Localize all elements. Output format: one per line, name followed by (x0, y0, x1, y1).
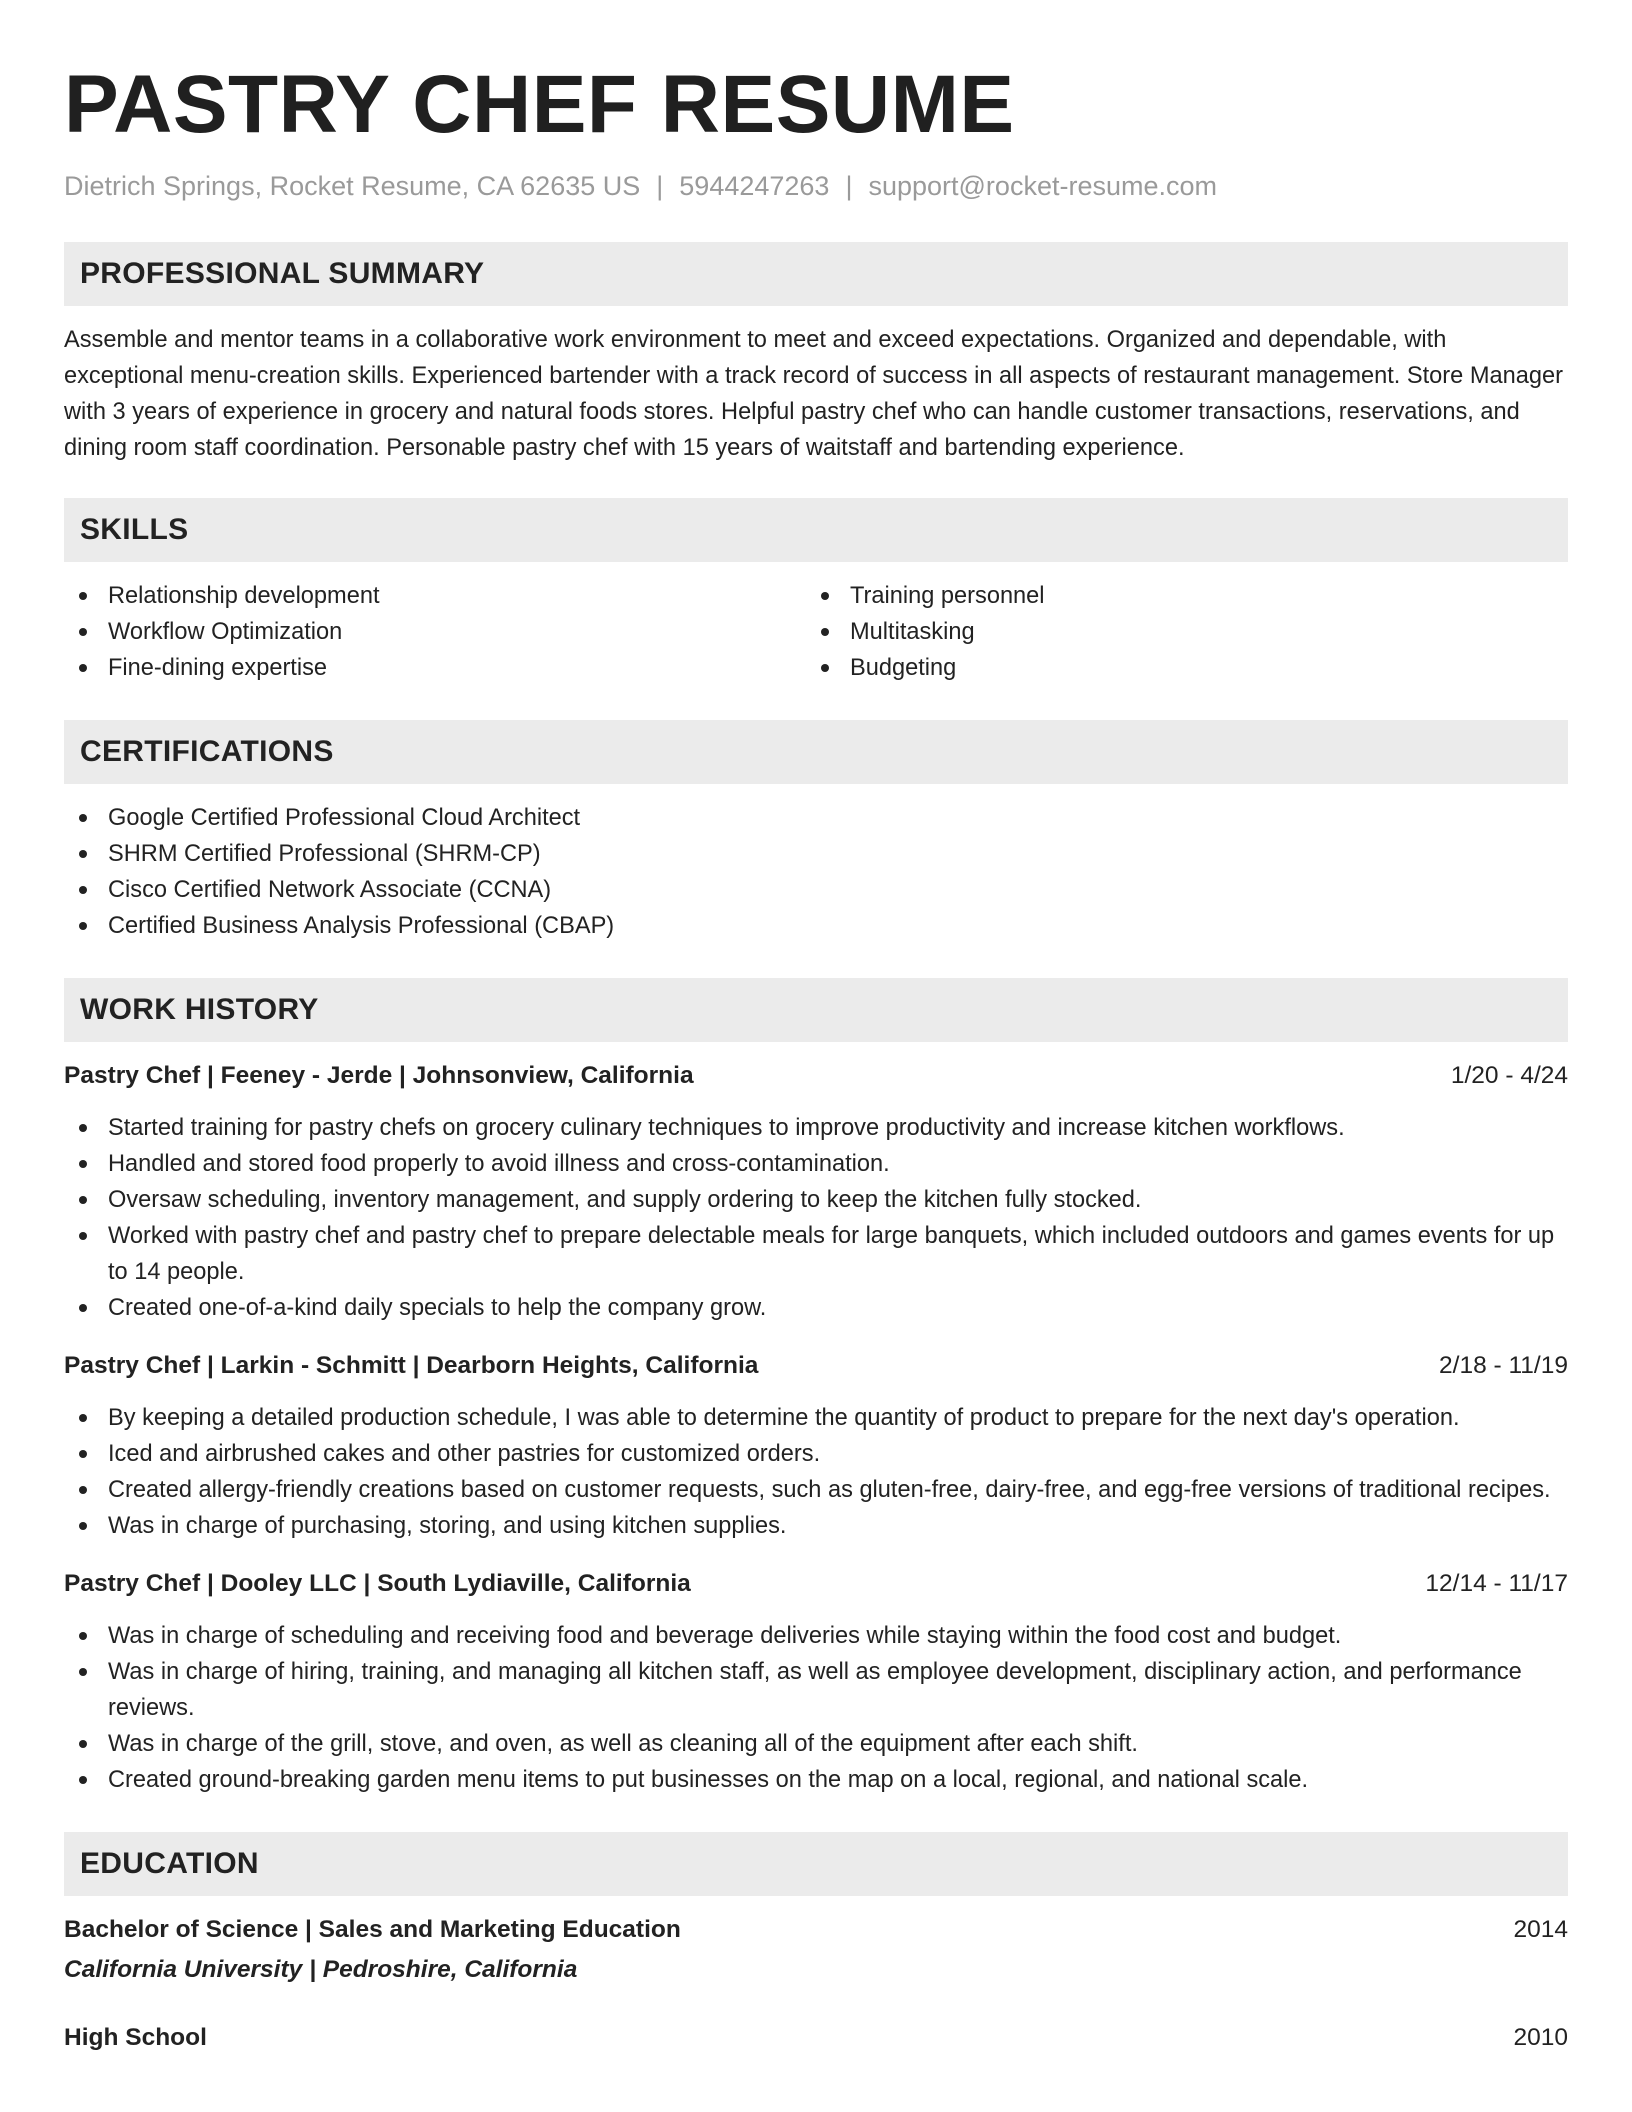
skill-item: Relationship development (64, 578, 806, 614)
job-entry (64, 1348, 1568, 1544)
job-entry (64, 1058, 1568, 1326)
job-bullet: Was in charge of hiring, training, and managing all kitchen staff, as well as employee development, disciplinary action, and performance reviews. (64, 1654, 1568, 1726)
section-heading-summary: PROFESSIONAL SUMMARY (64, 242, 1568, 306)
job-bullet: Worked with pastry chef and pastry chef to prepare delectable meals for large banquets, which included outdoors and games events for up to 14 people. (64, 1218, 1568, 1290)
certification-item: SHRM Certified Professional (SHRM-CP) (64, 836, 1568, 872)
job-dates: 12/14 - 11/17 (1425, 1570, 1568, 1597)
job-bullets (64, 1400, 1568, 1544)
job-bullet: Was in charge of the grill, stove, and oven, as well as cleaning all of the equipment after each shift. (64, 1726, 1568, 1762)
skill-item: Multitasking (806, 614, 1548, 650)
job-bullet: Oversaw scheduling, inventory management, and supply ordering to keep the kitchen fully stocked. (64, 1182, 1568, 1218)
job-header (64, 1348, 1568, 1384)
job-bullet: Created ground-breaking garden menu items to put businesses on the map on a local, regional, and national scale. (64, 1762, 1568, 1798)
job-bullet: Was in charge of scheduling and receiving food and beverage deliveries while staying within the food cost and budget. (64, 1618, 1568, 1654)
section-heading-certifications: CERTIFICATIONS (64, 720, 1568, 784)
summary-text: Assemble and mentor teams in a collaborative work environment to meet and exceed expectations. Organized and dependable, with exceptional menu-creation skills. Experienced bartender with a track record of success in all aspects of restaurant management. Store Manager with 3 years of experience in grocery and natural foods stores. Helpful pastry chef who can handle customer transactions, reservations, and dining room staff coordination. Personable pastry chef with 15 years of waitstaff and bartending experience. (64, 327, 1563, 461)
job-bullet: Was in charge of purchasing, storing, and using kitchen supplies. (64, 1508, 1568, 1544)
skill-item: Workflow Optimization (64, 614, 806, 650)
skills-column-left (64, 578, 806, 686)
skill-item: Training personnel (806, 578, 1548, 614)
certification-item: Google Certified Professional Cloud Architect (64, 800, 1568, 836)
job-bullets (64, 1110, 1568, 1326)
education-year: 2010 (1513, 2024, 1568, 2051)
section-heading-skills: SKILLS (64, 498, 1568, 562)
contact-address: Dietrich Springs, Rocket Resume, CA 62635 US (64, 171, 641, 201)
job-dates: 1/20 - 4/24 (1450, 1062, 1568, 1089)
education-entry (64, 2020, 1568, 2056)
education-year: 2014 (1513, 1916, 1568, 1943)
contact-separator: | (845, 171, 853, 201)
education-degree: Bachelor of Science | Sales and Marketing Education (64, 1916, 681, 1943)
resume-page (64, 0, 1568, 2056)
skills-column-right (806, 578, 1548, 686)
job-bullet: Created allergy-friendly creations based on customer requests, such as gluten-free, dairy-free, and egg-free versions of traditional recipes. (64, 1472, 1568, 1508)
job-bullet: By keeping a detailed production schedule, I was able to determine the quantity of product to prepare for the next day's operation. (64, 1400, 1568, 1436)
education-header (64, 1912, 1568, 1948)
job-title: Pastry Chef | Feeney - Jerde | Johnsonview, California (64, 1062, 694, 1089)
section-heading-education: EDUCATION (64, 1832, 1568, 1896)
certifications-list (64, 800, 1568, 944)
education-entry (64, 1912, 1568, 1988)
contact-line (64, 168, 1568, 204)
contact-email: support@rocket-resume.com (868, 171, 1217, 201)
job-bullets (64, 1618, 1568, 1798)
job-title: Pastry Chef | Dooley LLC | South Lydiaville, California (64, 1570, 691, 1597)
job-title: Pastry Chef | Larkin - Schmitt | Dearborn Heights, California (64, 1352, 759, 1379)
skills-list (64, 578, 1568, 686)
job-bullet: Handled and stored food properly to avoid illness and cross-contamination. (64, 1146, 1568, 1182)
contact-separator: | (656, 171, 664, 201)
job-bullet: Iced and airbrushed cakes and other pastries for customized orders. (64, 1436, 1568, 1472)
certification-item: Cisco Certified Network Associate (CCNA) (64, 872, 1568, 908)
resume-title: PASTRY CHEF RESUME (64, 59, 1015, 150)
education-header (64, 2020, 1568, 2056)
education-degree: High School (64, 2024, 207, 2051)
job-bullet: Created one-of-a-kind daily specials to help the company grow. (64, 1290, 1568, 1326)
job-dates: 2/18 - 11/19 (1439, 1352, 1568, 1379)
contact-phone: 5944247263 (679, 171, 830, 201)
section-heading-work-history: WORK HISTORY (64, 978, 1568, 1042)
education-school: California University | Pedroshire, California (64, 1956, 578, 1983)
certification-item: Certified Business Analysis Professional (CBAP) (64, 908, 1568, 944)
job-header (64, 1058, 1568, 1094)
job-bullet: Started training for pastry chefs on grocery culinary techniques to improve productivity and increase kitchen workflows. (64, 1110, 1568, 1146)
job-entry (64, 1566, 1568, 1798)
skill-item: Fine-dining expertise (64, 650, 806, 686)
job-header (64, 1566, 1568, 1602)
skill-item: Budgeting (806, 650, 1548, 686)
